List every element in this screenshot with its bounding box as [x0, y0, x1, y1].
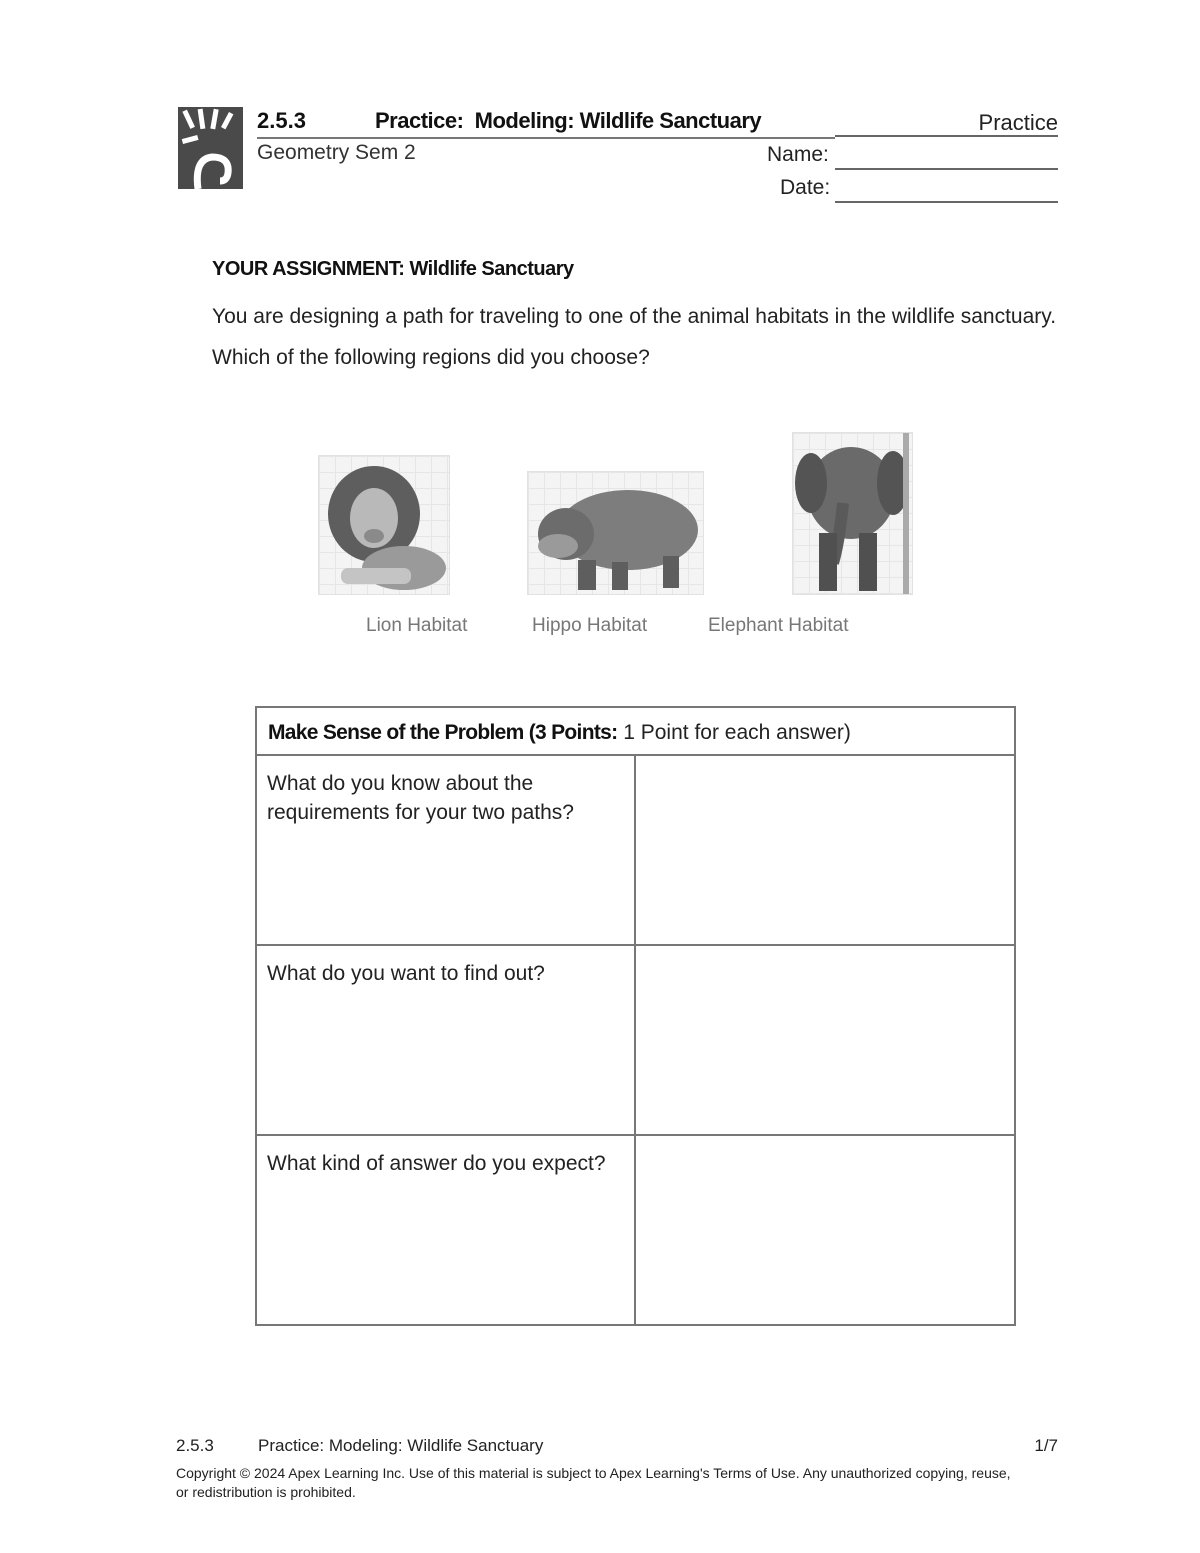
- table-row: [257, 756, 1014, 946]
- answer-cell[interactable]: [636, 946, 1014, 1134]
- lesson-number: 2.5.3: [257, 108, 306, 133]
- table-row: [257, 946, 1014, 1136]
- elephant-photo: [792, 432, 913, 595]
- question-cell: [257, 946, 636, 1134]
- page-number: 1/7: [1034, 1436, 1058, 1455]
- lesson-title: Practice: Modeling: Wildlife Sanctuary: [375, 108, 762, 133]
- table-row: [257, 1136, 1014, 1324]
- date-label: Date:: [780, 176, 831, 199]
- question-text: What do you know about the requirements for your two paths?: [267, 772, 574, 824]
- name-field[interactable]: [835, 168, 1058, 170]
- habitat-caption: Elephant Habitat: [708, 615, 849, 636]
- assignment-heading: YOUR ASSIGNMENT: Wildlife Sanctuary: [212, 258, 574, 280]
- question-cell: [257, 1136, 636, 1324]
- course-name: Geometry Sem 2: [257, 141, 416, 164]
- assignment-body: You are designing a path for traveling to one of the animal habitats in the wildlife sanctuary. Which of the following regions did you choose?: [212, 305, 1057, 369]
- footer-title: Practice: Modeling: Wildlife Sanctuary: [258, 1436, 544, 1455]
- lion-photo: [318, 455, 450, 595]
- table-heading: Make Sense of the Problem (3 Points: 1 Point for each answer): [268, 721, 851, 744]
- apex-logo: [178, 107, 243, 189]
- header-line: [835, 135, 1058, 137]
- header-rule: [257, 137, 835, 139]
- answer-cell[interactable]: [636, 756, 1014, 944]
- problem-table: [255, 706, 1016, 1326]
- name-label: Name:: [767, 143, 829, 166]
- habitat-caption: Hippo Habitat: [532, 615, 648, 636]
- date-field[interactable]: [835, 201, 1058, 203]
- habitat-caption: Lion Habitat: [366, 615, 468, 636]
- question-text: What kind of answer do you expect?: [267, 1152, 606, 1175]
- doc-type: Practice: [978, 110, 1058, 135]
- hippo-photo: [527, 471, 704, 595]
- copyright-notice: Copyright © 2024 Apex Learning Inc. Use of this material is subject to Apex Learning's Terms of Use. Any unauthorized copying, reuse, or redistribution is prohibited.: [176, 1465, 1011, 1500]
- answer-cell[interactable]: [636, 1136, 1014, 1324]
- footer-lesson-number: 2.5.3: [176, 1436, 214, 1455]
- question-text: What do you want to find out?: [267, 962, 545, 985]
- question-cell: [257, 756, 636, 944]
- table-header: [257, 708, 1014, 756]
